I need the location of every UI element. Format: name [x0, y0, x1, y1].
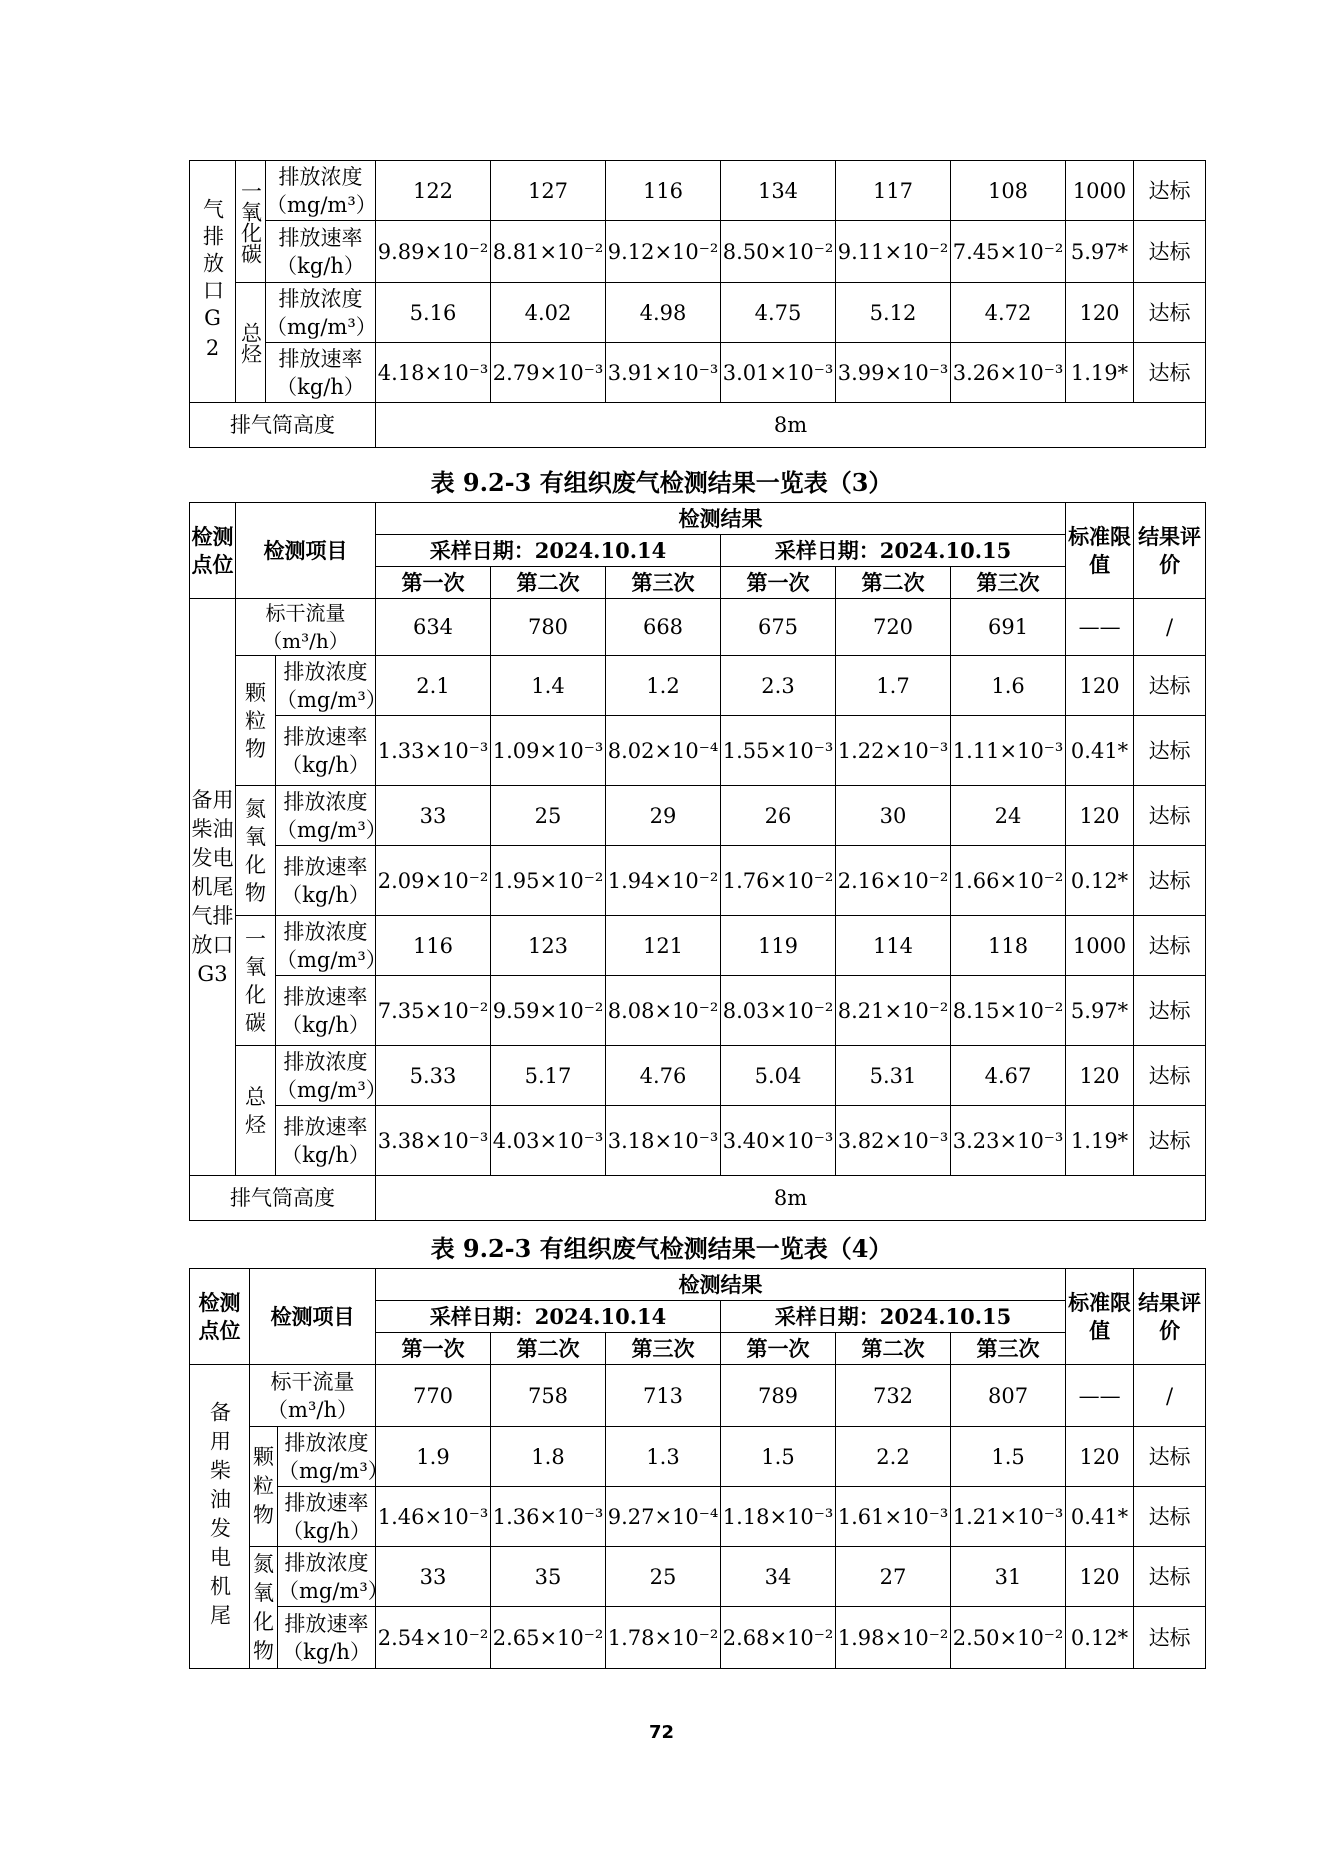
value-cell: 1.3 — [606, 1427, 721, 1487]
item-cell: 排放浓度 （mg/m³） — [266, 283, 376, 343]
group-name: 氮氧化物 — [236, 786, 276, 916]
limit-cell: 1000 — [1066, 916, 1134, 976]
limit-cell: 120 — [1066, 283, 1134, 343]
value-cell: 4.76 — [606, 1046, 721, 1106]
table-row — [190, 161, 1206, 221]
result-cell: 达标 — [1134, 716, 1206, 786]
table-row — [190, 403, 1206, 448]
page-number: 72 — [648, 1722, 675, 1743]
value-cell: 26 — [721, 786, 836, 846]
result-cell: 达标 — [1134, 1106, 1206, 1176]
result-cell: 达标 — [1134, 161, 1206, 221]
value-cell: 1.7 — [836, 656, 951, 716]
value-cell: 807 — [951, 1365, 1066, 1427]
table-row — [190, 1487, 1206, 1547]
item-cell: 排放速率 （kg/h） — [266, 221, 376, 283]
header-run: 第一次 — [376, 1333, 491, 1365]
table-row — [190, 716, 1206, 786]
value-cell: 5.31 — [836, 1046, 951, 1106]
stack-height-value: 8m — [376, 403, 1206, 448]
item-cell: 排放速率 （kg/h） — [266, 343, 376, 403]
group-name: 总烃 — [236, 1046, 276, 1176]
group-name: 颗粒物 — [250, 1427, 278, 1547]
value-cell: 33 — [376, 786, 491, 846]
value-cell: 3.40×10⁻³ — [721, 1106, 836, 1176]
result-cell: 达标 — [1134, 1547, 1206, 1607]
limit-cell: —— — [1066, 599, 1134, 656]
value-cell: 634 — [376, 599, 491, 656]
limit-cell: —— — [1066, 1365, 1134, 1427]
group-name: 颗粒物 — [236, 656, 276, 786]
result-cell: 达标 — [1134, 916, 1206, 976]
table-row — [190, 1427, 1206, 1487]
flow-label: 标干流量（m³/h） — [236, 599, 376, 656]
value-cell: 25 — [606, 1547, 721, 1607]
result-cell: 达标 — [1134, 786, 1206, 846]
value-cell: 5.33 — [376, 1046, 491, 1106]
value-cell: 5.04 — [721, 1046, 836, 1106]
value-cell: 1.61×10⁻³ — [836, 1487, 951, 1547]
table-title: 表 9.2-3 有组织废气检测结果一览表（4） — [430, 1234, 893, 1263]
value-cell: 5.16 — [376, 283, 491, 343]
value-cell: 1.22×10⁻³ — [836, 716, 951, 786]
value-cell: 5.17 — [491, 1046, 606, 1106]
value-cell: 2.50×10⁻² — [951, 1607, 1066, 1669]
value-cell: 720 — [836, 599, 951, 656]
limit-cell: 1.19* — [1066, 343, 1134, 403]
item-cell: 排放浓度 （mg/m³） — [266, 161, 376, 221]
limit-cell: 1000 — [1066, 161, 1134, 221]
value-cell: 27 — [836, 1547, 951, 1607]
group-name: 总烃 — [236, 283, 266, 403]
value-cell: 1.33×10⁻³ — [376, 716, 491, 786]
header-eval: 结果评价 — [1134, 1269, 1206, 1365]
header-item: 检测项目 — [236, 503, 376, 599]
limit-cell: 5.97* — [1066, 221, 1134, 283]
value-cell: 9.89×10⁻² — [376, 221, 491, 283]
value-cell: 4.72 — [951, 283, 1066, 343]
header-run: 第三次 — [606, 1333, 721, 1365]
result-cell: 达标 — [1134, 1046, 1206, 1106]
value-cell: 114 — [836, 916, 951, 976]
value-cell: 8.15×10⁻² — [951, 976, 1066, 1046]
limit-cell: 120 — [1066, 1427, 1134, 1487]
value-cell: 1.94×10⁻² — [606, 846, 721, 916]
result-cell: 达标 — [1134, 846, 1206, 916]
value-cell: 118 — [951, 916, 1066, 976]
table-row — [190, 1176, 1206, 1221]
value-cell: 35 — [491, 1547, 606, 1607]
value-cell: 780 — [491, 599, 606, 656]
table-row — [190, 1547, 1206, 1607]
header-run: 第三次 — [606, 567, 721, 599]
value-cell: 1.4 — [491, 656, 606, 716]
table-row — [190, 1269, 1206, 1301]
value-cell: 116 — [376, 916, 491, 976]
value-cell: 2.68×10⁻² — [721, 1607, 836, 1669]
header-eval: 结果评价 — [1134, 503, 1206, 599]
table-row — [190, 1607, 1206, 1669]
value-cell: 29 — [606, 786, 721, 846]
item-cell: 排放速率 （kg/h） — [276, 716, 376, 786]
header-run: 第一次 — [376, 567, 491, 599]
item-cell: 排放浓度 （mg/m³） — [276, 786, 376, 846]
header-run: 第二次 — [491, 1333, 606, 1365]
value-cell: 3.91×10⁻³ — [606, 343, 721, 403]
value-cell: 770 — [376, 1365, 491, 1427]
header-date: 采样日期：2024.10.15 — [721, 535, 1066, 567]
stack-height-label: 排气筒高度 — [190, 1176, 376, 1221]
table-row — [190, 656, 1206, 716]
limit-cell: 120 — [1066, 1046, 1134, 1106]
table-row — [190, 1046, 1206, 1106]
value-cell: 8.50×10⁻² — [721, 221, 836, 283]
value-cell: 1.2 — [606, 656, 721, 716]
value-cell: 134 — [721, 161, 836, 221]
value-cell: 2.2 — [836, 1427, 951, 1487]
result-cell: 达标 — [1134, 283, 1206, 343]
item-cell: 排放速率 （kg/h） — [276, 1106, 376, 1176]
value-cell: 9.59×10⁻² — [491, 976, 606, 1046]
value-cell: 1.66×10⁻² — [951, 846, 1066, 916]
value-cell: 1.98×10⁻² — [836, 1607, 951, 1669]
stack-height-value: 8m — [376, 1176, 1206, 1221]
flow-label: 标干流量 （m³/h） — [250, 1365, 376, 1427]
value-cell: 31 — [951, 1547, 1066, 1607]
header-point: 检测点位 — [190, 1269, 250, 1365]
value-cell: 108 — [951, 161, 1066, 221]
value-cell: 30 — [836, 786, 951, 846]
value-cell: 4.75 — [721, 283, 836, 343]
table-row — [190, 343, 1206, 403]
result-cell: 达标 — [1134, 976, 1206, 1046]
item-cell: 排放浓度 （mg/m³） — [276, 916, 376, 976]
value-cell: 713 — [606, 1365, 721, 1427]
table-g3 — [189, 502, 1206, 1221]
value-cell: 1.8 — [491, 1427, 606, 1487]
value-cell: 732 — [836, 1365, 951, 1427]
point-cell: 备用柴油发电机尾气排放口G3 — [190, 599, 236, 1176]
value-cell: 9.11×10⁻² — [836, 221, 951, 283]
result-cell: 达标 — [1134, 221, 1206, 283]
value-cell: 1.46×10⁻³ — [376, 1487, 491, 1547]
value-cell: 2.65×10⁻² — [491, 1607, 606, 1669]
value-cell: 1.36×10⁻³ — [491, 1487, 606, 1547]
value-cell: 9.12×10⁻² — [606, 221, 721, 283]
header-limit: 标准限值 — [1066, 503, 1134, 599]
result-cell: 达标 — [1134, 343, 1206, 403]
value-cell: 7.35×10⁻² — [376, 976, 491, 1046]
header-date: 采样日期：2024.10.15 — [721, 1301, 1066, 1333]
value-cell: 8.81×10⁻² — [491, 221, 606, 283]
table-g-continued — [189, 1268, 1206, 1669]
value-cell: 675 — [721, 599, 836, 656]
value-cell: 2.09×10⁻² — [376, 846, 491, 916]
value-cell: 1.95×10⁻² — [491, 846, 606, 916]
value-cell: 3.01×10⁻³ — [721, 343, 836, 403]
value-cell: 8.21×10⁻² — [836, 976, 951, 1046]
header-run: 第三次 — [951, 567, 1066, 599]
table-row — [190, 599, 1206, 656]
result-cell: 达标 — [1134, 656, 1206, 716]
value-cell: 116 — [606, 161, 721, 221]
value-cell: 33 — [376, 1547, 491, 1607]
value-cell: 9.27×10⁻⁴ — [606, 1487, 721, 1547]
value-cell: 1.5 — [721, 1427, 836, 1487]
value-cell: 8.08×10⁻² — [606, 976, 721, 1046]
value-cell: 4.18×10⁻³ — [376, 343, 491, 403]
value-cell: 117 — [836, 161, 951, 221]
item-cell: 排放浓度 （mg/m³） — [278, 1547, 376, 1607]
header-date: 采样日期：2024.10.14 — [376, 1301, 721, 1333]
result-cell: / — [1134, 599, 1206, 656]
value-cell: 758 — [491, 1365, 606, 1427]
value-cell: 119 — [721, 916, 836, 976]
header-run: 第二次 — [836, 567, 951, 599]
header-run: 第二次 — [836, 1333, 951, 1365]
group-name: 一氧化碳 — [236, 916, 276, 1046]
table-row — [190, 221, 1206, 283]
value-cell: 123 — [491, 916, 606, 976]
limit-cell: 0.41* — [1066, 1487, 1134, 1547]
point-cell: 气排放口G2 — [190, 161, 236, 403]
table-row — [190, 786, 1206, 846]
item-cell: 排放浓度 （mg/m³） — [278, 1427, 376, 1487]
value-cell: 127 — [491, 161, 606, 221]
value-cell: 7.45×10⁻² — [951, 221, 1066, 283]
value-cell: 2.16×10⁻² — [836, 846, 951, 916]
value-cell: 8.02×10⁻⁴ — [606, 716, 721, 786]
value-cell: 34 — [721, 1547, 836, 1607]
item-cell: 排放速率 （kg/h） — [276, 846, 376, 916]
table-title: 表 9.2-3 有组织废气检测结果一览表（3） — [430, 468, 893, 497]
value-cell: 4.67 — [951, 1046, 1066, 1106]
item-cell: 排放速率 （kg/h） — [276, 976, 376, 1046]
value-cell: 1.6 — [951, 656, 1066, 716]
table-row — [190, 503, 1206, 535]
value-cell: 4.98 — [606, 283, 721, 343]
value-cell: 121 — [606, 916, 721, 976]
limit-cell: 1.19* — [1066, 1106, 1134, 1176]
limit-cell: 120 — [1066, 786, 1134, 846]
table-row — [190, 916, 1206, 976]
item-cell: 排放浓度 （mg/m³） — [276, 1046, 376, 1106]
value-cell: 1.55×10⁻³ — [721, 716, 836, 786]
header-run: 第三次 — [951, 1333, 1066, 1365]
value-cell: 25 — [491, 786, 606, 846]
limit-cell: 120 — [1066, 656, 1134, 716]
value-cell: 3.38×10⁻³ — [376, 1106, 491, 1176]
item-cell: 排放浓度 （mg/m³） — [276, 656, 376, 716]
header-point: 检测点位 — [190, 503, 236, 599]
header-results: 检测结果 — [376, 503, 1066, 535]
value-cell: 2.1 — [376, 656, 491, 716]
header-results: 检测结果 — [376, 1269, 1066, 1301]
value-cell: 1.18×10⁻³ — [721, 1487, 836, 1547]
value-cell: 4.02 — [491, 283, 606, 343]
result-cell: 达标 — [1134, 1487, 1206, 1547]
value-cell: 3.26×10⁻³ — [951, 343, 1066, 403]
value-cell: 3.18×10⁻³ — [606, 1106, 721, 1176]
limit-cell: 0.12* — [1066, 1607, 1134, 1669]
header-item: 检测项目 — [250, 1269, 376, 1365]
value-cell: 5.12 — [836, 283, 951, 343]
value-cell: 2.3 — [721, 656, 836, 716]
group-name: 一氧化碳 — [236, 161, 266, 283]
limit-cell: 0.12* — [1066, 846, 1134, 916]
value-cell: 2.54×10⁻² — [376, 1607, 491, 1669]
header-run: 第一次 — [721, 567, 836, 599]
result-cell: / — [1134, 1365, 1206, 1427]
limit-cell: 120 — [1066, 1547, 1134, 1607]
value-cell: 789 — [721, 1365, 836, 1427]
point-cell: 备用柴油发电机尾 — [190, 1365, 250, 1669]
limit-cell: 0.41* — [1066, 716, 1134, 786]
header-date: 采样日期：2024.10.14 — [376, 535, 721, 567]
result-cell: 达标 — [1134, 1427, 1206, 1487]
value-cell: 1.5 — [951, 1427, 1066, 1487]
table-row — [190, 846, 1206, 916]
group-name: 氮氧化物 — [250, 1547, 278, 1669]
value-cell: 3.82×10⁻³ — [836, 1106, 951, 1176]
value-cell: 1.76×10⁻² — [721, 846, 836, 916]
header-limit: 标准限值 — [1066, 1269, 1134, 1365]
value-cell: 2.79×10⁻³ — [491, 343, 606, 403]
value-cell: 8.03×10⁻² — [721, 976, 836, 1046]
value-cell: 3.23×10⁻³ — [951, 1106, 1066, 1176]
value-cell: 668 — [606, 599, 721, 656]
table-row — [190, 283, 1206, 343]
header-run: 第一次 — [721, 1333, 836, 1365]
table-row — [190, 1106, 1206, 1176]
table-g2-continuation — [189, 160, 1206, 448]
value-cell: 4.03×10⁻³ — [491, 1106, 606, 1176]
result-cell: 达标 — [1134, 1607, 1206, 1669]
value-cell: 1.9 — [376, 1427, 491, 1487]
value-cell: 1.11×10⁻³ — [951, 716, 1066, 786]
value-cell: 1.09×10⁻³ — [491, 716, 606, 786]
value-cell: 1.78×10⁻² — [606, 1607, 721, 1669]
table-row — [190, 976, 1206, 1046]
table-row — [190, 1365, 1206, 1427]
value-cell: 122 — [376, 161, 491, 221]
limit-cell: 5.97* — [1066, 976, 1134, 1046]
value-cell: 3.99×10⁻³ — [836, 343, 951, 403]
header-run: 第二次 — [491, 567, 606, 599]
value-cell: 1.21×10⁻³ — [951, 1487, 1066, 1547]
value-cell: 24 — [951, 786, 1066, 846]
value-cell: 691 — [951, 599, 1066, 656]
stack-height-label: 排气筒高度 — [190, 403, 376, 448]
item-cell: 排放速率 （kg/h） — [278, 1607, 376, 1669]
item-cell: 排放速率 （kg/h） — [278, 1487, 376, 1547]
